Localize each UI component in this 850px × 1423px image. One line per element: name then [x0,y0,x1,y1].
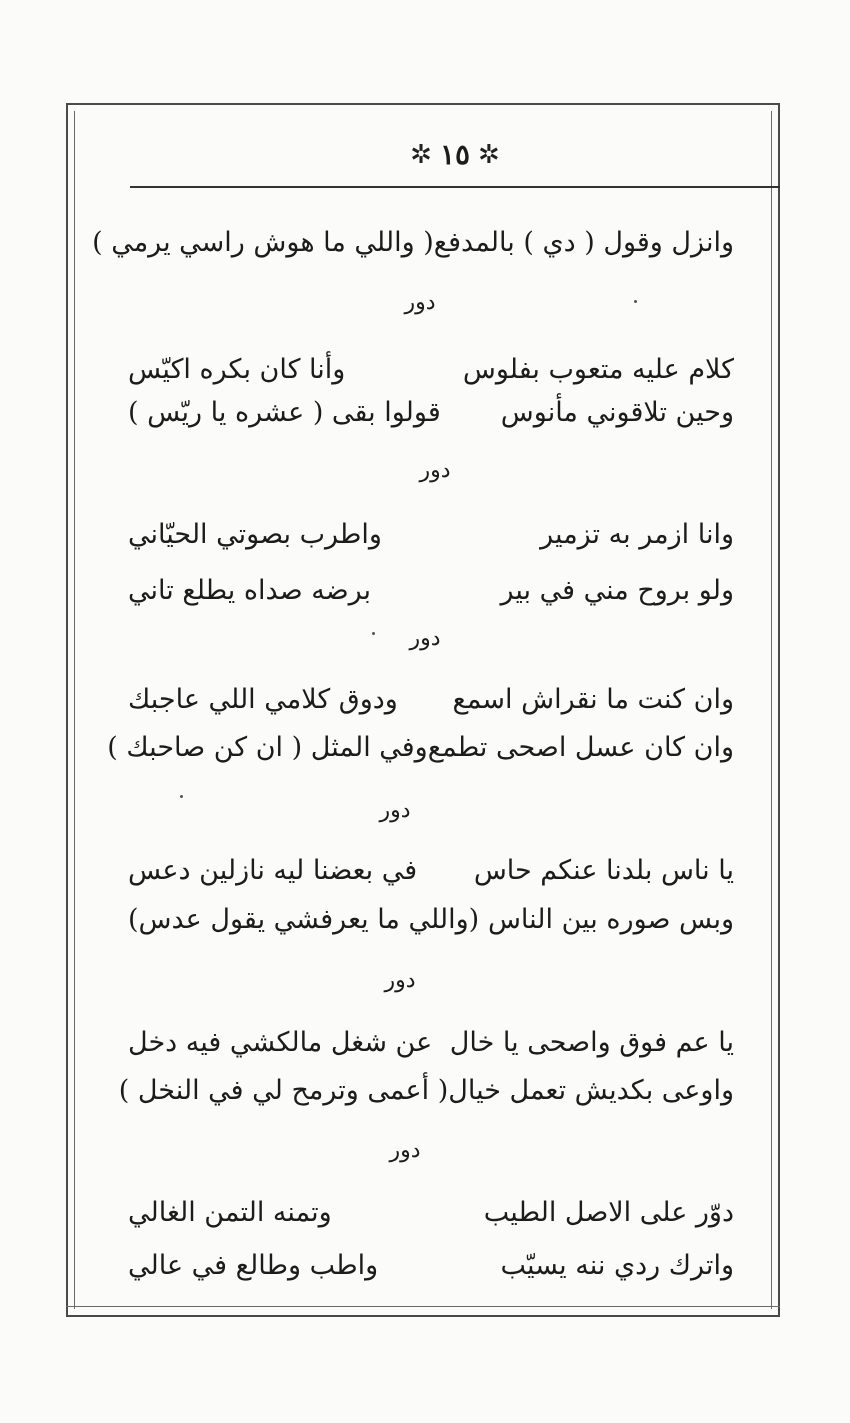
stanza-label: دور [389,1138,421,1163]
stanza-label: دور [404,290,436,315]
hemistich-first: واوعى بكديش تعمل خيال [448,1074,734,1106]
hemistich-first: وان كان عسل اصحى تطمع [427,731,734,763]
ornament-right-icon: ✲ [478,140,500,170]
hemistich-first: واترك ردي ننه يسيّب [500,1249,734,1281]
hemistich-first: وحين تلاقوني مأنوس [500,396,734,428]
verse-line [128,566,734,616]
verse-line [128,388,734,438]
hemistich-second: ( واللي ما هوش راسي يرمي ) [92,226,434,258]
ink-speck [180,795,183,798]
page-header [130,133,780,177]
verse-line [128,1241,734,1291]
verse-line [128,1188,734,1238]
verse-line [128,846,734,896]
hemistich-first: وانزل وقول ( دي ) بالمدفع [433,226,734,258]
page-number: ١٥ [439,138,471,171]
verse-line [128,675,734,725]
hemistich-second: قولوا بقى ( عشره يا ريّس ) [128,396,441,428]
header-rule [130,186,780,188]
verse-line [128,1018,734,1068]
hemistich-second: (واللي ما يعرفشي يقول عدس) [128,903,480,935]
verse-line [107,723,734,773]
hemistich-second: وتمنه التمن الغالي [128,1196,332,1228]
hemistich-second: ( أعمى وترمح لي في النخل ) [118,1074,449,1106]
verse-line [128,895,734,945]
hemistich-second: عن شغل مالكشي فيه دخل [128,1026,433,1058]
ornament-left-icon: ✲ [410,140,432,170]
stanza-label: دور [419,458,451,483]
ink-speck [634,300,637,303]
hemistich-first: وبس صوره بين الناس [487,903,734,935]
hemistich-first: كلام عليه متعوب بفلوس [462,353,734,385]
bottom-rule [66,1306,780,1307]
verse-line [118,1066,734,1116]
hemistich-second: واطرب بصوتي الحيّاني [128,518,382,550]
hemistich-first: ولو بروح مني في بير [500,574,734,606]
hemistich-second: وفي المثل ( ان كن صاحبك ) [107,731,428,763]
hemistich-first: وان كنت ما نقراش اسمع [452,683,734,715]
hemistich-first: يا عم فوق واصحى يا خال [449,1026,734,1058]
hemistich-second: ودوق كلامي اللي عاجبك [128,683,398,715]
stanza-label: دور [384,968,416,993]
hemistich-second: واطب وطالع في عالي [128,1249,379,1281]
stanza-label: دور [409,626,441,651]
hemistich-first: وانا ازمر به تزمير [540,518,734,550]
ink-speck [372,632,375,635]
stanza-label: دور [379,798,411,823]
refrain-line [92,218,734,268]
hemistich-second: وأنا كان بكره اكيّس [128,353,346,385]
hemistich-second: في بعضنا ليه نازلين دعس [128,854,418,886]
hemistich-second: برضه صداه يطلع تاني [128,574,372,606]
hemistich-first: دوّر على الاصل الطيب [483,1196,734,1228]
hemistich-first: يا ناس بلدنا عنكم حاس [473,854,734,886]
verse-line [128,510,734,560]
